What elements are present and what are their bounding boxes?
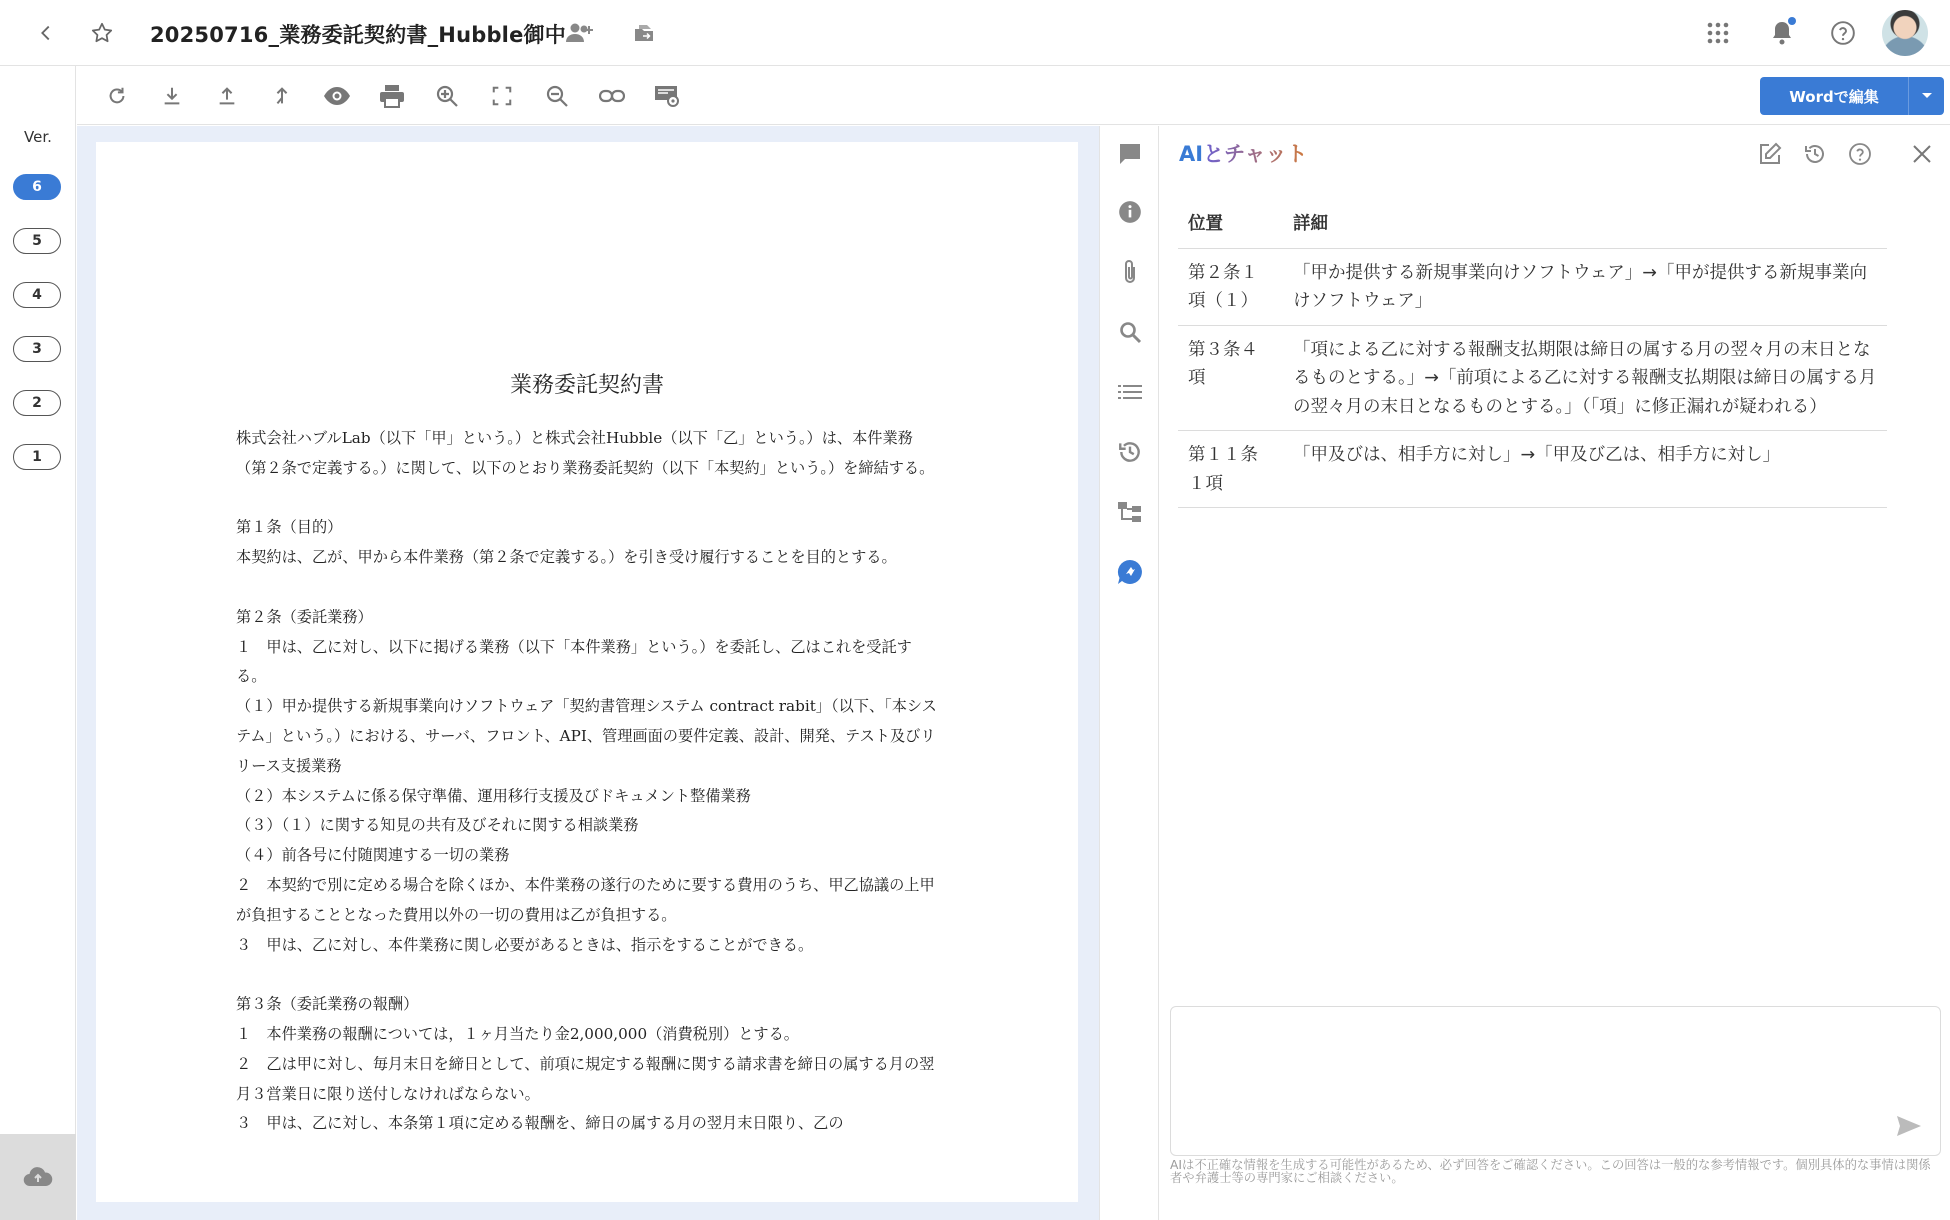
- info-icon[interactable]: [1110, 192, 1150, 232]
- document-title[interactable]: 20250716_業務委託契約書_Hubble御中: [150, 23, 566, 47]
- paragraph: 第１条（目的）: [236, 518, 343, 537]
- folder-move-icon[interactable]: [624, 13, 664, 53]
- table-cell-position: 第２条１項（１）: [1178, 248, 1283, 325]
- table-row: [1178, 248, 1887, 325]
- document-toolbar: [77, 67, 1950, 125]
- table-header-position: 位置: [1178, 198, 1283, 248]
- table-header-detail: 詳細: [1283, 198, 1887, 248]
- history-icon[interactable]: [1110, 432, 1150, 472]
- paragraph: 株式会社ハブルLab（以下「甲」という。）と株式会社Hubble（以下「乙」という。）は、本件業務（第２条で定義する。）に関して、以下のとおり業務委託契約（以下「本契約」という。）を締結する。: [236, 429, 935, 477]
- help-circle-icon[interactable]: [1823, 13, 1863, 53]
- fit-screen-icon[interactable]: [482, 76, 522, 116]
- version-rail: [0, 66, 76, 1220]
- zoom-out-icon[interactable]: [537, 76, 577, 116]
- ai-chat-icon[interactable]: [1110, 552, 1150, 592]
- paragraph: [236, 484, 938, 514]
- chevron-down-icon[interactable]: [1908, 77, 1944, 115]
- zoom-in-icon[interactable]: [427, 76, 467, 116]
- help-circle-icon[interactable]: [1842, 136, 1878, 172]
- side-icon-strip: [1099, 126, 1159, 1220]
- table-row: [1178, 325, 1887, 431]
- comment-icon[interactable]: [1110, 134, 1150, 174]
- download-icon[interactable]: [152, 76, 192, 116]
- table-cell-detail: 「項による乙に対する報酬支払期限は締日の属する月の翌々月の末日となるものとする。」→「前項による乙に対する報酬支払期限は締日の属する月の翌々月の末日となるものとする。」（「項」に修正漏れが疑われる）: [1283, 325, 1887, 431]
- table-cell-position: 第１１条１項: [1178, 431, 1283, 508]
- table-row: [1178, 431, 1887, 508]
- paragraph: １ 本件業務の報酬については，１ヶ月当たり金2,000,000（消費税別）とする。: [236, 1024, 799, 1043]
- close-icon[interactable]: [1904, 136, 1940, 172]
- paragraph: [236, 960, 938, 990]
- document-page: [96, 142, 1078, 1202]
- version-1-button[interactable]: 1: [13, 444, 61, 470]
- ai-chat-panel: [1160, 126, 1950, 1220]
- search-icon[interactable]: [1110, 312, 1150, 352]
- apps-grid-icon[interactable]: [1698, 13, 1738, 53]
- chat-title-ai: AI: [1179, 142, 1204, 166]
- print-icon[interactable]: [372, 76, 412, 116]
- paragraph: ２ 本契約で別に定める場合を除くほか、本件業務の遂行のために要する費用のうち、甲乙協議の上甲が負担することとなった費用以外の一切の費用は乙が負担する。: [236, 875, 935, 924]
- preview-icon[interactable]: [317, 76, 357, 116]
- attachment-icon[interactable]: [1110, 252, 1150, 292]
- list-icon[interactable]: [1110, 372, 1150, 412]
- top-bar: [0, 0, 1950, 66]
- paragraph: 本契約は、乙が、甲から本件業務（第２条で定義する。）を引き受け履行することを目的とする。: [236, 548, 897, 567]
- refresh-icon[interactable]: [97, 76, 137, 116]
- upload-icon[interactable]: [207, 76, 247, 116]
- paragraph: ２ 乙は甲に対し、毎月末日を締日として、前項に規定する報酬に関する請求書を締日の属する月の翌月３営業日に限り送付しなければならない。: [236, 1054, 935, 1103]
- version-label: Ver.: [24, 128, 52, 146]
- paragraph: 第３条（委託業務の報酬）: [236, 995, 419, 1014]
- add-person-icon[interactable]: [560, 13, 600, 53]
- chevron-left-icon[interactable]: [26, 13, 66, 53]
- cloud-upload-icon[interactable]: [0, 1134, 76, 1220]
- tree-icon[interactable]: [1110, 492, 1150, 532]
- paragraph: （２）本システムに係る保守準備、運用移行支援及びドキュメント整備業務: [236, 786, 751, 805]
- paragraph: （３）（１）に関する知見の共有及びそれに関する相談業務: [236, 816, 639, 835]
- paragraph: （１）甲か提供する新規事業向けソフトウェア「契約書管理システム contract rabit」（以下、「本システム」という。）における、サーバ、フロント、API、管理画面の要件定義、設計、開発、テスト及びリリース支援業務: [236, 697, 937, 775]
- chat-title: [1179, 138, 1307, 168]
- version-3-button[interactable]: 3: [13, 336, 61, 362]
- paragraph: [236, 573, 938, 603]
- chat-title-rest: とチャット: [1203, 142, 1308, 166]
- notification-dot: [1788, 17, 1796, 25]
- send-icon[interactable]: [1894, 1111, 1924, 1141]
- chat-input[interactable]: [1170, 1006, 1941, 1156]
- avatar[interactable]: [1882, 10, 1928, 56]
- version-5-button[interactable]: 5: [13, 228, 61, 254]
- paragraph: （４）前各号に付随関連する一切の業務: [236, 846, 510, 865]
- version-4-button[interactable]: 4: [13, 282, 61, 308]
- table-cell-detail: 「甲及びは、相手方に対し」→「甲及び乙は、相手方に対し」: [1283, 431, 1887, 508]
- paragraph: ３ 甲は、乙に対し、本件業務に関し必要があるときは、指示をすることができる。: [236, 935, 814, 954]
- star-outline-icon[interactable]: [82, 13, 122, 53]
- paragraph: ３ 甲は、乙に対し、本条第１項に定める報酬を、締日の属する月の翌月末日限り、乙の: [236, 1114, 844, 1133]
- paragraph: 第２条（委託業務）: [236, 607, 373, 626]
- document-heading: 業務委託契約書: [509, 373, 664, 398]
- version-2-button[interactable]: 2: [13, 390, 61, 416]
- merge-icon[interactable]: [262, 76, 302, 116]
- history-icon[interactable]: [1797, 136, 1833, 172]
- table-cell-detail: 「甲か提供する新規事業向けソフトウェア」→「甲が提供する新規事業向けソフトウェア」: [1283, 248, 1887, 325]
- ai-disclaimer: AIは不正確な情報を生成する可能性があるため、必ず回答をご確認ください。この回答は一般的な参考情報です。個別具体的な事情は関係者や弁護士等の専門家にご相談ください。: [1170, 1158, 1931, 1185]
- edit-icon[interactable]: [1752, 136, 1788, 172]
- edit-in-word-button[interactable]: Wordで編集: [1760, 77, 1908, 115]
- paragraph: １ 甲は、乙に対し、以下に掲げる業務（以下「本件業務」という。）を委託し、乙はこれを受託する。: [236, 637, 912, 686]
- document-viewer[interactable]: [77, 126, 1099, 1220]
- table-header-row: [1178, 198, 1887, 248]
- document-body: [236, 424, 938, 1139]
- settings-doc-icon[interactable]: [647, 76, 687, 116]
- version-6-button[interactable]: 6: [13, 174, 61, 200]
- correction-table: [1178, 198, 1887, 508]
- bell-icon[interactable]: [1762, 13, 1802, 53]
- link-icon[interactable]: [592, 76, 632, 116]
- table-cell-position: 第３条４項: [1178, 325, 1283, 431]
